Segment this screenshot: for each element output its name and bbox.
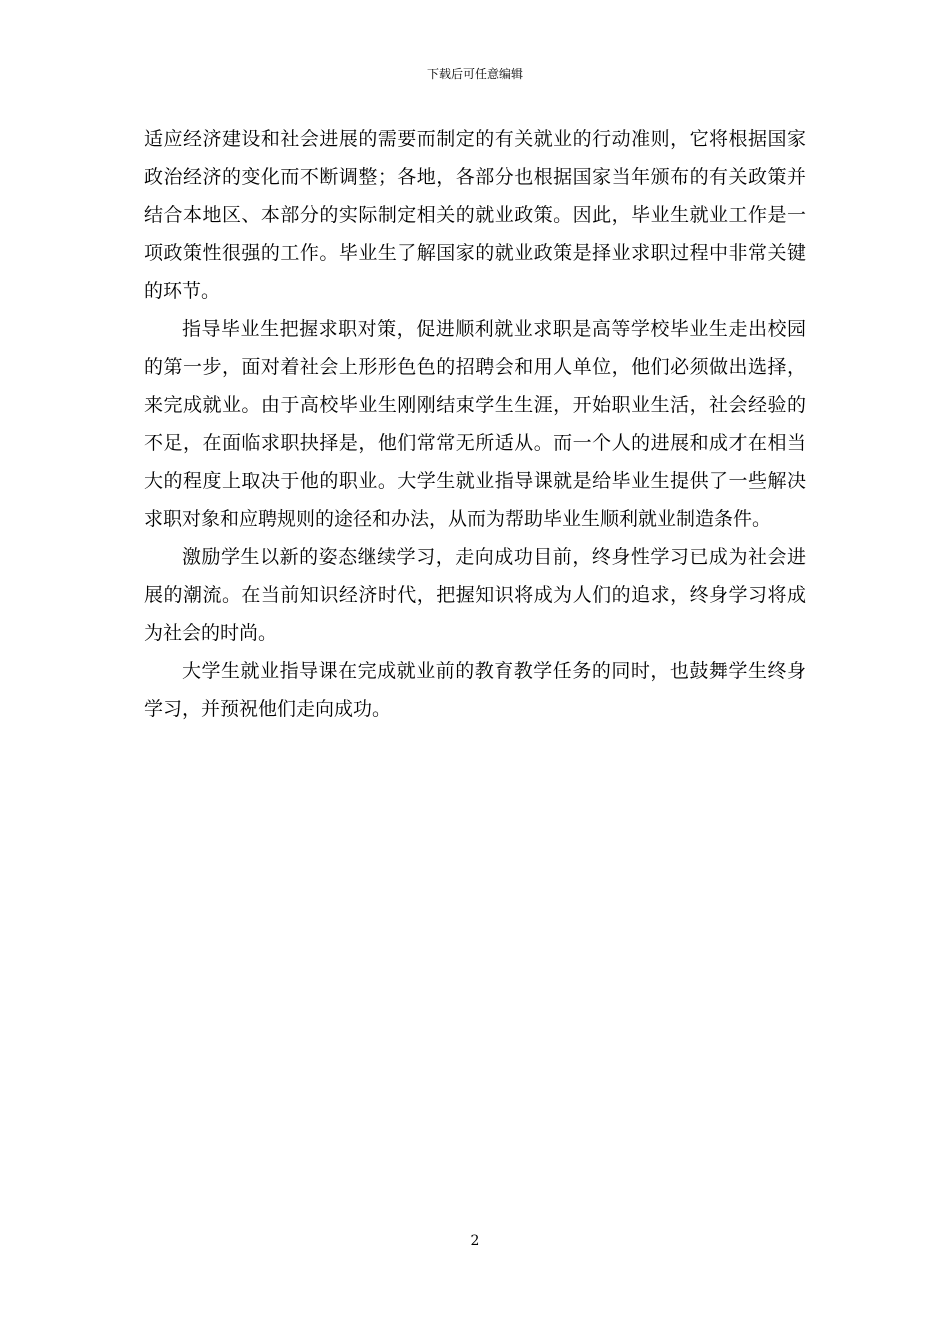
paragraph-1: 适应经济建设和社会进展的需要而制定的有关就业的行动准则，它将根据国家政治经济的变化而不断调整；各地，各部分也根据国家当年颁布的有关政策并结合本地区、本部分的实际制定相关的就业政策。因此，毕业生就业工作是一项政策性很强的工作。毕业生了解国家的就业政策是择业求职过程中非常关键的环节。 [144,128,806,302]
paragraph-4: 大学生就业指导课在完成就业前的教育教学任务的同时，也鼓舞学生终身学习，并预祝他们走向成功。 [144,660,806,720]
document-body [144,120,806,728]
paragraph-2: 指导毕业生把握求职对策，促进顺利就业求职是高等学校毕业生走出校园的第一步，面对着社会上形形色色的招聘会和用人单位，他们必须做出选择，来完成就业。由于高校毕业生刚刚结束学生生涯，开始职业生活，社会经验的不足，在面临求职抉择是，他们常常无所适从。而一个人的进展和成才在相当大的程度上取决于他的职业。大学生就业指导课就是给毕业生提供了一些解决求职对象和应聘规则的途径和办法，从而为帮助毕业生顺利就业制造条件。 [144,318,806,530]
page-number: 2 [470,1233,480,1249]
paragraph-3: 激励学生以新的姿态继续学习，走向成功目前，终身性学习已成为社会进展的潮流。在当前知识经济时代，把握知识将成为人们的追求，终身学习将成为社会的时尚。 [144,546,806,644]
page-header: 下载后可任意编辑 [426,67,523,81]
